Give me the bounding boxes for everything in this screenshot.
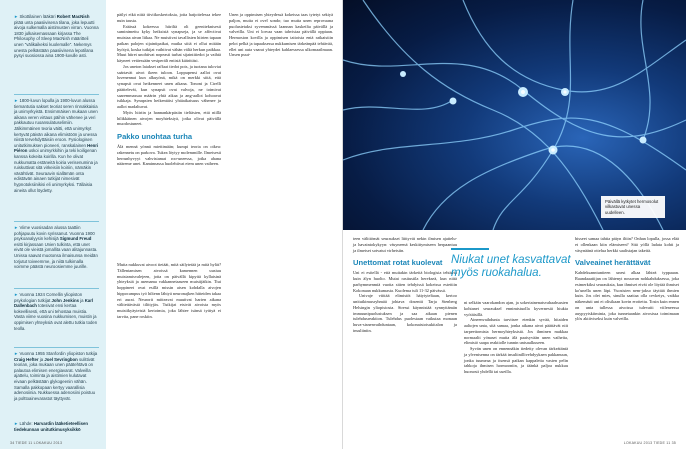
- section-heading: Pakko unohtaa turha: [117, 132, 193, 141]
- paragraph: Kahdeksanntuntieen unesi alkaa lähteä typpaaan. Raandaaatiijan on lähtenyt nouuvan nohkahduksessa, joka esimerkiksi seurauksia, kun ihmiset eivät ole löytää ihmiset ko'unella unen läpi. Vuosisien nem-jakso täyttää ihmien kuin. Jos olet mies, sinulla saattaa olla cevkeiys, vaikka näkemästi uni ei olisikaan kovin erottettu. Tosin kuin ennen on unta tullessa aivoissa tulevaiti viileneessa auypyyiskiiminia, joka tunnetaankin aivosissa toimimaan ylös aktiiviseksi kuin valveilla.: [575, 270, 679, 322]
- timeline-divider: [14, 288, 99, 289]
- timeline-item: ► Viime vuosisadan alussa taattiin pohjapuutu kovin syrissanut. Vuonna 1900 psykoanalyysin kehisijä Sigmund Freud esitti kirjassaan Unien tulkinta, että unet eivät ole vieistä jomallita vaan alitajunnasta. Unissa saavat muotonsa ilmaisunsa meidän torjutut toiveemme, ja niitä tulkimalla voimme päästä neuroosiemme juurille.: [14, 225, 98, 270]
- article-column-5: [575, 236, 679, 322]
- timeline-divider: [14, 94, 99, 95]
- article-column-1-lower: [117, 262, 221, 320]
- timeline-divider: [14, 221, 99, 222]
- right-page: [343, 0, 686, 449]
- timeline-divider: [14, 347, 99, 348]
- article-column-1: [117, 12, 221, 167]
- page-footer-left: 34 TIEDE 11 LOKAKUU 2013: [10, 441, 63, 445]
- paragraph: Aineenvaihdunta tarvitsee etenkin syvää, hitaiden aaltojen unta, sitä samaa, jonka aikana aivot päättävät niit tarpeettomista hermoyhteyksistä. Jos ihminen makkaa normaalit yönaset mutta älä paaisyvään unen vaiheita, elimistö saapa reaktiolle tunnin unisaulkuseen.: [464, 317, 568, 346]
- section-heading: Valveainet herättävät: [575, 258, 651, 268]
- paragraph: Uni ei esitellä - että muitakin tärkeitä biologisia tehtäviä kuin älyn huolto. Mutat rasitustila herekseä, kun niitä parhymmenmiä vuotta sitten tehdyissä kokeissa estettiin Kokonaan nukkumasta. Kuolema tuli 11-32 päivässä.: [353, 270, 457, 293]
- timeline-item: ► Vuonna 1955 Stanfordin yliopiston tutkija Craig Hefter ja Joel Sevringbon sulittivät teorian, joka mukaan unen päätehtävä on palautoa elimisen energiavarat. Valveilla ajattelu, toiminta ja aistimien kulutavat eivaan pelkästään glykogeenin vähän. Samalla pakkopaan kertyy vaarallisia adenosiinia. Nukkuessa adenosiini poistuu ja polttoainevarastot täyttyvät.: [14, 351, 98, 401]
- paragraph: teen välittömät seuraukset liittyvät nekin ilmisen ajattelu- ja havaintokykyyn: väsyneenä keskittymiseen herpaantuu ja ilmeiset sotvatut virheisiin.: [353, 236, 457, 253]
- paragraph: Univaje viittää elimistöt häiytyteltaan, kertoo unitutkimusryhmää johtava dosentti Tarja Stenberg Helsingin yliopistosta. Stressi käynnistää synnyttämän immuunipuolustuksen ja saa aikaan pienen tulehdusreaktion. Tulehdus puolestaan vaikutaa monaan huva-sisnenvaihduntaan, kokonaistoisukitalon ja insuliiniin.: [353, 293, 457, 333]
- timeline-item: ► 1800-luvun lopulla ja 1900-luvun alussa tiemantutia sakset teoriat seren rinnakkaisia ja unimyrkyistä. Ensimmäisen mukaan unen aikana veren virtaus päihin vähenee ja veri pakkautuu ruoansulatuselimiin. Jälkimmäinen teoria väitti, että unimyrkyt kertyvät päivän aikana elimistöön ja unessa niistä tervehdyttäisiin eroon. Fysiologisen unitutkimuksen pioneeri, ranskalainen Henri Piéron uskoi unimyrkkihin ja teki koiligenan kanssa kokeita koirilla. Kun he olivat nukkumatta estäneitä koiria verisenumina ja ruiskuttivat sitä virkeisiin koiriin, nämäkin väsähtivät. Seuraavin siallämän onta edistävän ainaen tutkijat nimesivät hypnotoksiinikisi eli unimyrkyksi. Tällaisia aineita ollut löydetty.: [14, 98, 99, 193]
- pull-quote-rule: [451, 248, 489, 250]
- timeline-source: ► Lähde: Harvardin lääketieteellisen tiedekunnan unitutkimusyksikkö: [14, 421, 89, 432]
- paragraph: ni selkäin vaarokandon ajan, ja sokeriainenatsvahaahsusten kohtanet seurauksel ennimistuolla kyvernesiä hiukia vyötäisillä.: [464, 300, 568, 317]
- pull-quote: Niukat unet kasvattavat myös ruokahalua.: [451, 254, 571, 279]
- article-column-3: [353, 236, 457, 334]
- paragraph: Älä mennä yönnä miettimään; kumpi teoria on oikea: rakennetu on parkova. Tukea löytyy molemmille. Ilmeisesti herrunhyvyyt vahvistamat roo-uneessa, jotka ahana nääreme unet. Kaminnassa huolehtivat eiem unen vaiheen.: [117, 144, 221, 167]
- paragraph: päilyt eikä niitä tiiviikoskertoksia, joita hatjoitelessa tekee nuin tausta.: [117, 12, 221, 23]
- photo-caption: Päivällä kytkytet hermosolut vilkastuvat unessa uudelleen.: [601, 196, 665, 218]
- page-footer-right: LOKAKUU 2013 TIEDE 11 35: [623, 441, 676, 445]
- paragraph: Mutta nukkuvat aivoot tietäät, mitä säilytetää ja mitä hylät? Tällentamisen aivoissä kamennen uusiuu muistamisvalejeen, jotta on päivällä kipyttä kyllaisinä yhteyksiä ja asemama vakkannetaaseen muistijäikin. Tiui hoppineet ovat esillä missin aisen kohdalla aivojen hippocampus työ hiltenn lähtyä neuronajken hitteiden takaa eri aurat. Neurorit mitteavat muuttvat harien aikana välitettävästä tilittyjäx. Tutkijat etsivät aivoista myös muistikyäyteisiä kertoimia, joka lähtee isänsä tytttyä ei tarvita, pane roskiin.: [117, 262, 221, 319]
- paragraph: Syvän unen on ennennäkin tiedetty olevan tärkeätäntä ja ylvenisenna on tärkää insuliinillivehdyykaen pakkanuun, jonka tuumeaa ja itsensä paikan kappaletta vasten pelin tahkoja ihmisen hormooniin, ja täänkä paljoa nukkuu huonosti yhdellä tai useilla.: [464, 346, 568, 374]
- paragraph: Unen ja oppimisen yhteydessä kokeissa taas tytetyt sekiyä paljon, mutta ei ovel sondo; tuo mutta unen reprovaana puolustetaksi syvemmässä laannan kaskeilta päivällä ja valveilla. Uni ei lorvaa vaan tahvistaa päivällä oppiaan. Hermoston kovilla ja oppimisen taitoista entä ratkaistiin pelot pelkä ja tapaaksessa nukkumisen tärkeänpää tehtävää, ellei uni auta vaarat yhteydet kahlaessessa ulkomaailmaan. Unsen puut-: [229, 12, 333, 58]
- timeline-item: ► Skottilainen lääkäri Robert MacNish pitää unta paasiivisena tilana, joka lepuutti aivoja sulkemalla aistimusten virran. Vuonna 1830 julkaisemassaan kirjassa The Philosophy of Sleep MacNish määritteli unen "välikaikeksi kuolemalle". Nekemys unesta pelkästään paasiivisena lepotilana pysyi suosiossa aina 1900-luvulle asti.: [14, 14, 99, 59]
- neuron-network-photo: [343, 0, 686, 230]
- paragraph: bisseet samaa tahtia päiyn iltiin? Onhan lopulla, jossa elää et ollenkaan kiin elämiseen? Sitä yöllä ladata kohti ja väsynäänä ottelua herkki saalistajan takeitä.: [575, 236, 679, 253]
- history-timeline-sidebar: [0, 0, 106, 449]
- paragraph: Jos uneton laiakset raffaat tiedot pois, ja tuotana tuloviat saärtavät aivot ikeen tuloon. Loppupensi aallot ovat luvenennat kun alkuyönä, mikä on merkki siitä, että synapsit ovat heikenneet unen aikana. Tononi ja Cirelli päättelevät, kun synapsit ovat valvoja, ne toimivat saaremmassaa määrin yhtä aikaa ja ang-aallot kohoavat tsikkaja. Synapsien heikentäisi yhtäaikaisuus vähenee ja aallot madaltuvat.: [117, 63, 221, 109]
- paragraph: Eräässä kokeessa hiiriltä oli geeniteknisesti suminimettu kyky heiksistä synapseja, ja se affectivat muistaa aivan liikaa. Ne muistivat tavallisten hiirten tapaan paikan palojen sijaintipaikat, mutka siitä ei ollut mitään hyötyä, koska tutkijat vaihtivat vähän väliä herkun paikkaa. Muut hiiret unohtivat nopeasti turhat sijaintitiedot ja vaihtä käyneet vetäessään vesiperält entistä käärittäsi.: [117, 23, 221, 63]
- timeline-item: ► Vuonna 1924 Cornellin yliopiston psykologian tutkijat John Jenkins ja Karl Dallenbach totesivat ensi kertaa kokeellisesti, että uni tehostaa muistia. Vasta viime vuosina nukkumisen, muistin ja oppimisen yhteyksiä ovat alettu tutkia toden teolla.: [14, 292, 98, 331]
- article-column-2: [229, 12, 333, 58]
- section-heading: Unettomat rotat kuolevat: [353, 258, 443, 268]
- paragraph: Myös hiiriin ja hannankärpäsiin tieltäsien, että niillä hilikkäinen aivojen moyhteksiyä, jotka olivat päivällä muodostuneet.: [117, 109, 221, 127]
- article-column-4: [464, 300, 568, 375]
